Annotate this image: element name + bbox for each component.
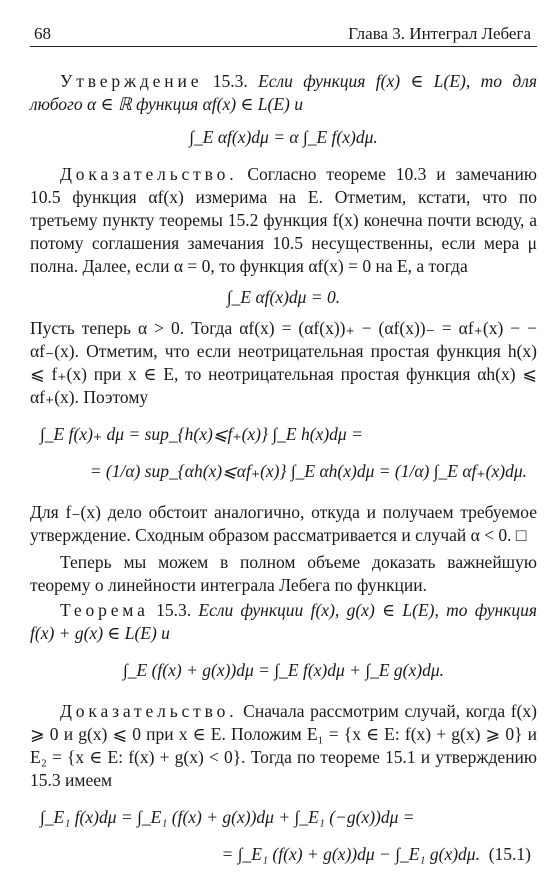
formula-sup-line-1: ∫_E f(x)₊ dμ = sup_{h(x)⩽f₊(x)} ∫_E h(x)dμ = <box>40 424 363 444</box>
proof-paragraph-1 <box>30 163 537 278</box>
theorem-number: 15.3. <box>148 600 192 620</box>
statement-number: 15.3. <box>202 71 248 91</box>
proof-formula-line-1: ∫_E₁ f(x)dμ = ∫_E₁ (f(x) + g(x))dμ + ∫_E₁ (−g(x))dμ = <box>40 807 415 827</box>
proof-paragraph-2 <box>30 700 537 792</box>
equation-number: (15.1) <box>488 844 531 864</box>
proof-text-2: Сначала рассмотрим случай, когда f(x) ⩾ 0 и g(x) ⩽ 0 при x ∈ E. Положим E₁ = {x ∈ E: f(x) + g(x) ⩾ 0} и E₂ = {x ∈ E: f(x) + g(x) < 0}. Тогда по теореме 15.1 и утверждению 15.3 имеем <box>30 701 537 790</box>
page-number: 68 <box>34 24 51 43</box>
proof-formula-line-2 <box>30 843 537 866</box>
statement-text: Если функция f(x) ∈ L(E), то для любого α ∈ ℝ функция αf(x) ∈ L(E) и <box>30 71 538 114</box>
proof-formula-line-2-text: = ∫_E₁ (f(x) + g(x))dμ − ∫_E₁ g(x)dμ. <box>221 844 480 864</box>
theorem-formula: ∫_E (f(x) + g(x))dμ = ∫_E f(x)dμ + ∫_E g(x)dμ. <box>122 660 445 680</box>
proof-text-1: Согласно теореме 10.3 и замечанию 10.5 функция αf(x) измерима на E. Отметим, кстати, что по третьему пункту теоремы 15.2 функция f(x) конечна почти всюду, а потому соглашения замечания 10.5 несущественны, если мера μ полна. Далее, если α = 0, то функция αf(x) = 0 на E, а тогда <box>30 164 537 276</box>
running-head: Глава 3. Интеграл Лебега <box>348 24 531 43</box>
theorem-text: Если функции f(x), g(x) ∈ L(E), то функция f(x) + g(x) ∈ L(E) и <box>30 600 537 643</box>
proof-heading-1: Доказательство. <box>60 164 238 184</box>
statement-formula: ∫_E αf(x)dμ = α ∫_E f(x)dμ. <box>189 127 378 147</box>
paragraph-alpha-positive: Пусть теперь α > 0. Тогда αf(x) = (αf(x))₊ − (αf(x))₋ = αf₊(x) − − αf₋(x). Отметим, что если неотрицательная простая функция h(x) ⩽ f₊(x) при x ∈ E, то неотрицательная простая функция αh(x) ⩽ αf₊(x). Поэтому <box>30 318 537 407</box>
page-body <box>30 66 537 870</box>
theorem-heading: Теорема <box>60 600 149 620</box>
proof-heading-2: Доказательство. <box>60 701 238 721</box>
theorem-paragraph <box>30 599 537 645</box>
statement-paragraph <box>30 70 537 116</box>
statement-heading: Утверждение <box>60 71 203 91</box>
page-header <box>30 22 537 47</box>
paragraph-negative-part: Для f₋(x) дело обстоит аналогично, откуда и получаем требуемое утверждение. Сходным образом рассматривается и случай α < 0. □ <box>30 502 537 545</box>
proof-formula-1: ∫_E αf(x)dμ = 0. <box>226 287 341 307</box>
formula-sup-line-2: = (1/α) sup_{αh(x)⩽αf₊(x)} ∫_E αh(x)dμ = (1/α) ∫_E αf₊(x)dμ. <box>89 461 527 481</box>
paragraph-linearity-intro: Теперь мы можем в полном объеме доказать важнейшую теорему о линейности интеграла Лебега по функции. <box>30 552 537 595</box>
